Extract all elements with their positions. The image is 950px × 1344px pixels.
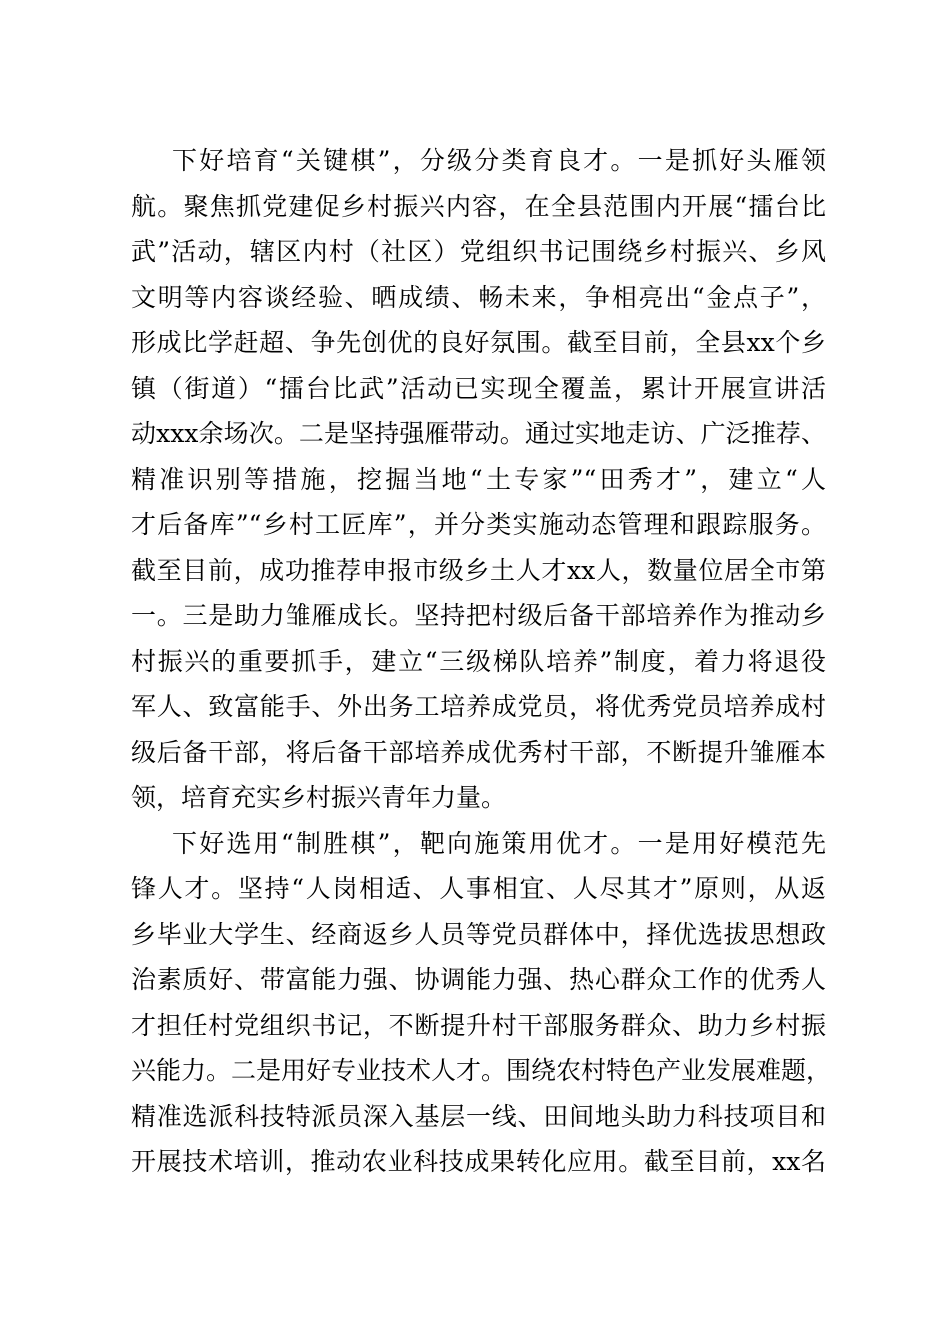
text-line: 领，培育充实乡村振兴青年力量。 — [131, 783, 507, 812]
text-line: 锋人才。坚持“人岗相适、人事相宜、人尽其才”原则，从返 — [131, 874, 826, 903]
text-line: 精准选派科技特派员深入基层一线、田间地头助力科技项目和 — [131, 1101, 826, 1131]
text-line: 航。聚焦抓党建促乡村振兴内容，在全县范围内开展“擂台比 — [131, 191, 826, 221]
text-line: 下好选用“制胜棋”，靶向施策用优才。一是用好模范先 — [172, 828, 826, 858]
text-line: 乡毕业大学生、经商返乡人员等党员群体中，择优选拔思想政 — [131, 919, 826, 949]
text-line: 精准识别等措施，挖掘当地“土专家”“田秀才”，建立“人 — [131, 464, 826, 494]
text-line: 截至目前，成功推荐申报市级乡土人才xx人，数量位居全市第 — [131, 555, 826, 585]
text-line: 武”活动，辖区内村（社区）党组织书记围绕乡村振兴、乡风 — [131, 237, 826, 266]
paragraph-selection — [131, 821, 832, 1185]
text-line: 文明等内容谈经验、晒成绩、畅未来，争相亮出“金点子”， — [131, 282, 826, 312]
text-line: 下好培育“关键棋”，分级分类育良才。一是抓好头雁领 — [172, 146, 826, 175]
text-line: 治素质好、带富能力强、协调能力强、热心群众工作的优秀人 — [131, 965, 826, 994]
text-line: 级后备干部，将后备干部培养成优秀村干部，不断提升雏雁本 — [131, 737, 826, 767]
text-line: 形成比学赶超、争先创优的良好氛围。截至目前，全县xx个乡 — [131, 328, 826, 357]
text-line: 才后备库”“乡村工匠库”，并分类实施动态管理和跟踪服务。 — [131, 510, 826, 539]
text-line: 军人、致富能手、外出务工培养成党员，将优秀党员培养成村 — [131, 692, 826, 721]
text-line: 动xxx余场次。二是坚持强雁带动。通过实地走访、广泛推荐、 — [131, 419, 826, 448]
text-line: 开展技术培训，推动农业科技成果转化应用。截至目前，xx名 — [131, 1147, 826, 1176]
text-line: 村振兴的重要抓手，建立“三级梯队培养”制度，着力将退役 — [131, 646, 826, 676]
text-line: 兴能力。二是用好专业技术人才。围绕农村特色产业发展难题， — [131, 1056, 832, 1085]
text-line: 镇（街道）“擂台比武”活动已实现全覆盖，累计开展宣讲活 — [131, 373, 826, 403]
paragraph-cultivation — [131, 138, 826, 821]
text-line: 一。三是助力雏雁成长。坚持把村级后备干部培养作为推动乡 — [131, 601, 826, 630]
text-line: 才担任村党组织书记，不断提升村干部服务群众、助力乡村振 — [131, 1010, 826, 1040]
body-text — [131, 138, 832, 1185]
